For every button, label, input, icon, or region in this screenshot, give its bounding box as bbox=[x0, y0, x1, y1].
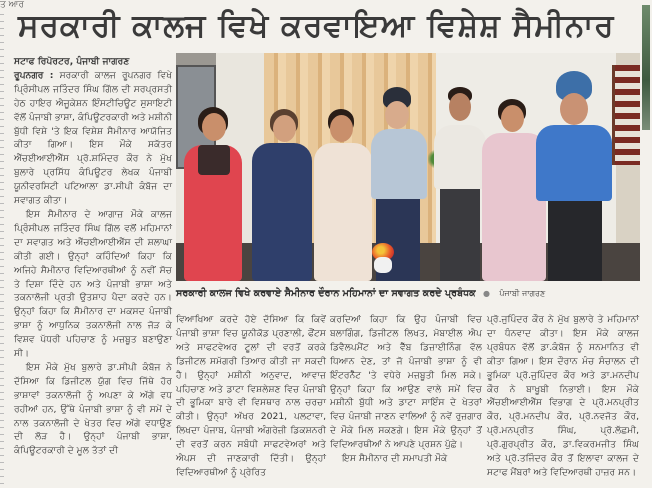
headline: ਸਰਕਾਰੀ ਕਾਲਜ ਵਿਖੇ ਕਰਵਾਇਆ ਵਿਸ਼ੇਸ਼ ਸੈਮੀਨਾਰ bbox=[18, 8, 615, 44]
article-column-2 bbox=[176, 313, 326, 480]
adjacent-page-strip bbox=[642, 5, 650, 130]
article-column-4 bbox=[487, 313, 639, 480]
paragraph-intro: ਸਰਕਾਰੀ ਕਾਲਜ ਰੂਪਨਗਰ ਵਿਖੇ ਪ੍ਰਿੰਸੀਪਲ ਜਤਿੰਦਰ ਸਿੰਘ ਗਿੱਲ ਦੀ ਸਰਪ੍ਰਸਤੀ ਹੇਠ ਹਾਇਰ ਐਜੂਕੇਸ਼ਨ ਇੰਸਟੀਚਿਊਟ ਸੁਸਾਇਟੀ ਵੱਲੋਂ ਪੰਜਾਬੀ ਭਾਸ਼ਾ, ਕੰਪਿਊਟਰਕਾਰੀ ਅਤੇ ਮਸ਼ੀਨੀ ਬੁੱਧੀ ਵਿਸ਼ੇ 'ਤੇ ਇਕ ਵਿਸ਼ੇਸ਼ ਸੈਮੀਨਾਰ ਆਯੋਜਿਤ ਕੀਤਾ ਗਿਆ। ਇਸ ਮੌਕੇ ਸਕੱਤਰ ਐੱਚਈਆਈਐੱਸ ਪ੍ਰੋ.ਸ਼ਮਿੰਦਰ ਕੌਰ ਨੇ ਮੁੱਖ ਬੁਲਾਰੇ ਪ੍ਰਸਿੱਧ ਕੰਪਿਊਟਰ ਲੇਖਕ ਪੰਜਾਬੀ ਯੂਨੀਵਰਸਿਟੀ ਪਟਿਆਲਾ ਡਾ.ਸੀਪੀ ਕੰਬੋਜ ਦਾ ਸਵਾਗਤ ਕੀਤਾ। bbox=[14, 69, 173, 207]
paragraph: ਇਸ ਮੌਕੇ ਮੁੱਖ ਬੁਲਾਰੇ ਡਾ.ਸੀਪੀ ਕੰਬੋਜ ਨੇ ਦੱਸਿਆ ਕਿ ਡਿਜੀਟਲ ਯੁੱਗ ਵਿਚ ਜਿੱਥੇ ਹੋਰ ਭਾਸ਼ਾਵਾਂ ਤਕਨਾਲੋਜੀ ਨੂੰ ਅਪਣਾ ਕੇ ਅੱਗੇ ਵਧ ਰਹੀਆਂ ਹਨ, ਉੱਥੇ ਪੰਜਾਬੀ ਭਾਸ਼ਾ ਨੂੰ ਵੀ ਸਮੇਂ ਦੇ ਨਾਲ ਤਕਨਾਲੋਜੀ ਦੇ ਖੇਤਰ ਵਿਚ ਅੱਗੇ ਵਧਾਉਣ ਦੀ ਲੋੜ ਹੈ। ਉਨ੍ਹਾਂ ਪੰਜਾਬੀ ਭਾਸ਼ਾ, ਕੰਪਿਊਟਰਕਾਰੀ ਦੇ ਮੂਲ ਤੱਤਾਂ ਦੀ bbox=[14, 361, 172, 457]
paragraph: ਇਸ ਸੈਮੀਨਾਰ ਦੇ ਆਗਾਜ਼ ਮੌਕੇ ਕਾਲਜ ਪ੍ਰਿੰਸੀਪਲ ਜਤਿੰਦਰ ਸਿੰਘ ਗਿੱਲ ਵਲੋਂ ਮਹਿਮਾਨਾਂ ਦਾ ਸਵਾਗਤ ਅਤੇ ਐੱਚਈਆਈਐੱਸ ਦੀ ਸ਼ਲਾਘਾ ਕੀਤੀ ਗਈ। ਉਨ੍ਹਾਂ ਕਹਿੰਦਿਆਂ ਕਿਹਾ ਕਿ ਅਜਿਹੇ ਸੈਮੀਨਾਰ ਵਿਦਿਆਰਥੀਆਂ ਨੂੰ ਨਵੀਂ ਸੋਚ ਤੇ ਦਿਸ਼ਾ ਦਿੰਦੇ ਹਨ ਅਤੇ ਪੰਜਾਬੀ ਭਾਸ਼ਾ ਅਤੇ ਤਕਨਾਲੋਜੀ ਪ੍ਰਤੀ ਉਤਸ਼ਾਹ ਪੈਦਾ ਕਰਦੇ ਹਨ। ਉਨ੍ਹਾਂ ਕਿਹਾ ਕਿ ਸੈਮੀਨਾਰ ਦਾ ਮਕਸਦ ਪੰਜਾਬੀ ਭਾਸ਼ਾ ਨੂੰ ਆਧੁਨਿਕ ਤਕਨਾਲੋਜੀ ਨਾਲ ਜੋੜ ਕੇ ਵਿਸ਼ਵ ਪੱਧਰੀ ਪਹਿਚਾਣ ਨੂੰ ਮਜ਼ਬੂਤ ਬਣਾਉਣਾ ਸੀ। bbox=[14, 208, 172, 360]
news-photo bbox=[176, 53, 640, 281]
paragraph: ਇਸ ਸੈਮੀਨਾਰ ਦੀ ਸਮਾਪਤੀ ਮੌਕੇ bbox=[342, 453, 448, 465]
caption-separator: ● bbox=[483, 289, 491, 298]
photo-credit: ਪੰਜਾਬੀ ਜਾਗਰਣ bbox=[499, 289, 546, 298]
paragraph: ਵਿਆਖਿਆ ਕਰਦੇ ਹੋਏ ਦੱਸਿਆ ਕਿ ਕਿਵੇਂ ਪੰਜਾਬੀ ਭਾਸ਼ਾ ਵਿਚ ਯੂਨੀਕੋਡ ਪ੍ਰਣਾਲੀ, ਫੌਂਟਸ ਅਤੇ ਸਾਫਟਵੇਅਰ ਟੂਲਾਂ ਦੀ ਵਰਤੋਂ ਕਰਕੇ ਡਿਜੀਟਲ ਸਮੱਗਰੀ ਤਿਆਰ ਕੀਤੀ ਜਾ ਸਕਦੀ ਹੈ। ਉਨ੍ਹਾਂ ਮਸ਼ੀਨੀ ਅਨੁਵਾਦ, ਆਵਾਜ਼ ਪਹਿਚਾਣ ਅਤੇ ਡਾਟਾ ਵਿਸ਼ਲੇਸ਼ਣ ਵਿਚ ਪੰਜਾਬੀ ਦੀ ਭੂਮਿਕਾ ਬਾਰੇ ਵੀ ਵਿਸਥਾਰ ਨਾਲ ਚਰਚਾ ਕੀਤੀ। ਉਨ੍ਹਾਂ ਅੱਖਰ 2021, ਪਲਟਾਵਾ, ਲਿਖਦਾ ਪੰਜਾਬ, ਪੰਜਾਬੀ ਅੰਗਰੇਜ਼ੀ ਡਿਕਸ਼ਨਰੀ ਦੀ ਵਰਤੋਂ ਕਰਨ ਸਬੰਧੀ ਸਾਫਟਵੇਅਰਾਂ ਅਤੇ ਐਪਸ ਦੀ ਜਾਣਕਾਰੀ ਦਿੱਤੀ। ਉਨ੍ਹਾਂ ਵਿਦਿਆਰਥੀਆਂ ਨੂੰ ਪ੍ਰੇਰਿਤ bbox=[176, 314, 326, 478]
paragraph: ਕਰਦਿਆਂ ਕਿਹਾ ਕਿ ਉਹ ਪੰਜਾਬੀ ਵਿਚ ਬਲਾਗਿੰਗ, ਡਿਜੀਟਲ ਲਿਖਤ, ਮੋਬਾਈਲ ਐਪ ਡਿਵੈਲਪਮੈਂਟ ਅਤੇ ਵੈੱਬ ਡਿਜ਼ਾਈਨਿੰਗ ਵੱਲ ਧਿਆਨ ਦੇਣ, ਤਾਂ ਜੋ ਪੰਜਾਬੀ ਭਾਸ਼ਾ ਨੂੰ ਵੀ ਇੰਟਰਨੈੱਟ 'ਤੇ ਵਧੇਰੇ ਮਜ਼ਬੂਤੀ ਮਿਲ ਸਕੇ। ਉਨ੍ਹਾਂ ਕਿਹਾ ਕਿ ਆਉਣ ਵਾਲੇ ਸਮੇਂ ਵਿਚ ਮਸ਼ੀਨੀ ਬੁੱਧੀ ਅਤੇ ਡਾਟਾ ਸਾਇੰਸ ਦੇ ਖੇਤਰਾਂ ਵਿਚ ਪੰਜਾਬੀ ਜਾਣਨ ਵਾਲਿਆਂ ਨੂੰ ਨਵੇਂ ਰੁਜ਼ਗਾਰ ਦੇ ਮੌਕੇ ਮਿਲ ਸਕਣਗੇ। ਇਸ ਮੌਕੇ ਉਨ੍ਹਾਂ ਤੋਂ ਵਿਦਿਆਰਥੀਆਂ ਨੇ ਆਪਣੇ ਪ੍ਰਸ਼ਨ ਪੁੱਛੇ। bbox=[330, 314, 482, 451]
paragraph: ਪ੍ਰੋ.ਜੁਪਿੰਦਰ ਕੌਰ ਨੇ ਮੁੱਖ ਬੁਲਾਰੇ ਤੇ ਮਹਿਮਾਨਾਂ ਦਾ ਧੰਨਵਾਦ ਕੀਤਾ। ਇਸ ਮੌਕੇ ਕਾਲਜ ਪ੍ਰਬੰਧਨ ਵੱਲੋਂ ਡਾ.ਕੰਬੋਜ ਨੂੰ ਸਨਮਾਨਿਤ ਵੀ ਕੀਤਾ ਗਿਆ। ਇਸ ਦੌਰਾਨ ਮੰਚ ਸੰਚਾਲਨ ਦੀ ਭੂਮਿਕਾ ਪ੍ਰੋ.ਜੁਪਿੰਦਰ ਕੌਰ ਅਤੇ ਡਾ.ਮਨਦੀਪ ਕੌਰ ਨੇ ਬਾਖੂਬੀ ਨਿਭਾਈ। ਇਸ ਮੌਕੇ ਐੱਚਈਆਈਐੱਸ ਵਿਭਾਗ ਦੇ ਪ੍ਰੋ.ਮਨਪ੍ਰੀਤ ਕੌਰ, ਪ੍ਰੋ.ਮਨਦੀਪ ਕੌਰ, ਪ੍ਰੋ.ਨਵਜੋਤ ਕੌਰ, ਪ੍ਰੋ.ਮਨਪ੍ਰੀਤ ਸਿੰਘ, ਪ੍ਰੋ.ਲੱਛਮੀ, ਪ੍ਰੋ.ਗੁਰਪ੍ਰੀਤ ਕੌਰ, ਡਾ.ਵਿਕਰਮਜੀਤ ਸਿੰਘ ਅਤੇ ਪ੍ਰੋ.ਤਜਿੰਦਰ ਕੌਰ ਤੋਂ ਇਲਾਵਾ ਕਾਲਜ ਦੇ ਸਟਾਫ ਮੈਂਬਰਾਂ ਅਤੇ ਵਿਦਿਆਰਥੀ ਹਾਜ਼ਰ ਸਨ। bbox=[487, 314, 639, 478]
photo-caption bbox=[176, 288, 646, 304]
article-column-1 bbox=[14, 55, 172, 458]
dateline: ਰੂਪਨਗਰ : bbox=[14, 69, 54, 81]
byline: ਸਟਾਫ ਰਿਪੋਰਟਰ, ਪੰਜਾਬੀ ਜਾਗਰਣ bbox=[14, 56, 130, 67]
photo-trophy-shelf bbox=[612, 65, 640, 165]
previous-article-fragment: ਤ ਆਰ bbox=[0, 0, 24, 10]
caption-text: ਸਰਕਾਰੀ ਕਾਲਜ ਵਿਖੇ ਕਰਵਾਏ ਸੈਮੀਨਾਰ ਦੌਰਾਨ ਮਹਿਮਾਨਾਂ ਦਾ ਸਵਾਗਤ ਕਰਦੇ ਪ੍ਰਬੰਧਕ bbox=[176, 288, 476, 299]
page-edge-dots bbox=[0, 14, 4, 484]
flower-vase bbox=[374, 257, 392, 273]
article-column-3 bbox=[330, 313, 482, 466]
